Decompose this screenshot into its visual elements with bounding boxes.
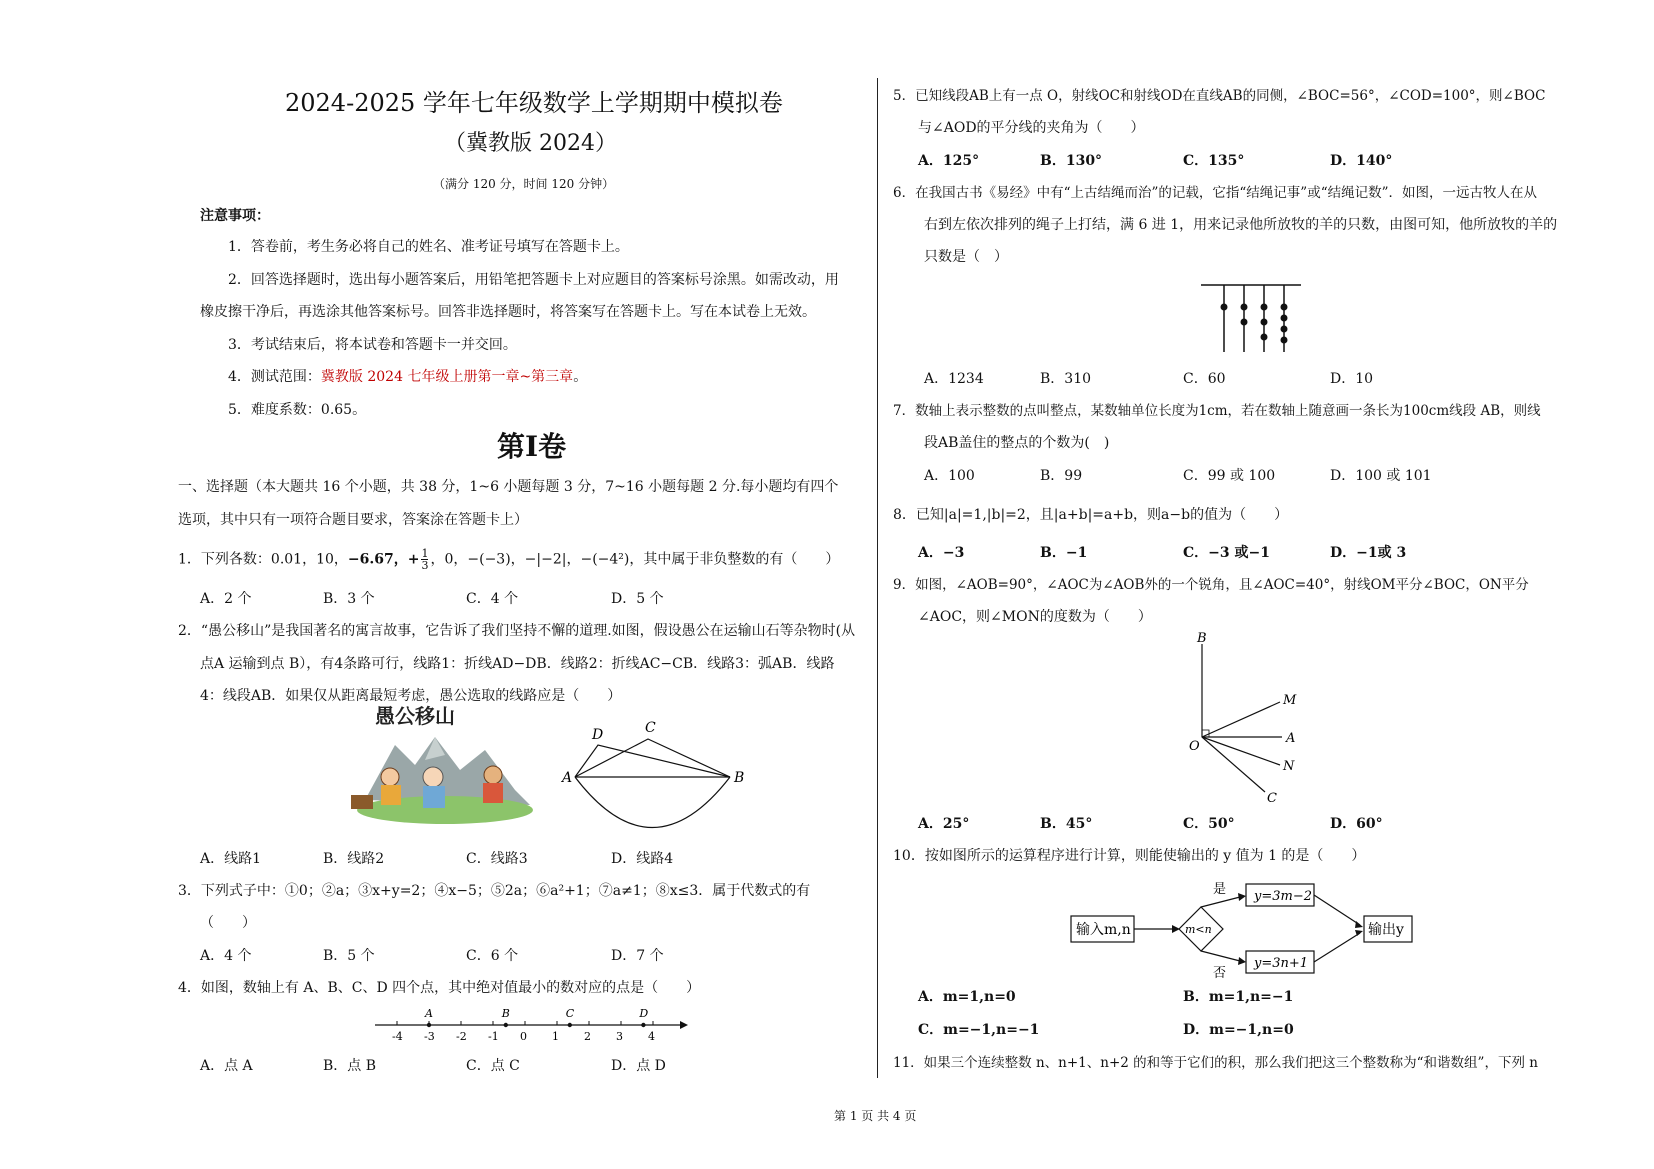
q5-option-b[interactable]: B．130° [1040,153,1103,169]
q4-option-d[interactable]: D．点 D [611,1058,666,1074]
q3-line2: （ ） [200,915,256,931]
q2-option-c[interactable]: C．线路3 [466,851,528,867]
q7-line1: 7．数轴上表示整数的点叫整点，某数轴单位长度为1cm，若在数轴上随意画一条长为100cm线段 AB，则线 [893,403,1541,419]
number-line-point [504,1023,508,1027]
q8-option-a[interactable]: A．−3 [918,545,965,561]
exam-title: 2024-2025 学年七年级数学上学期期中模拟卷 [285,89,783,117]
angle-diagram [1185,632,1315,807]
q3-line1: 3．下列式子中：①0；②a；③x+y=2；④x−5；⑤2a；⑥a²+1；⑦a≠1；⑧x≤3．属于代数式的有 [178,883,811,899]
number-line-tick-label: 4 [648,1030,655,1043]
number-line-tick-label: -2 [456,1030,467,1043]
angle-label-a: A [1286,731,1296,746]
number-line-tick-label: 2 [584,1030,591,1043]
q7-option-d[interactable]: D．100 或 101 [1330,468,1432,484]
yugong-picture [345,715,537,825]
knot [1281,326,1288,333]
q9-option-d[interactable]: D．60° [1330,816,1383,832]
q8-option-c[interactable]: C．−3 或−1 [1183,545,1270,561]
angle-label-c: C [1267,791,1277,806]
number-line [370,1003,690,1045]
basket [351,795,373,809]
q8-line1: 8．已知|a|=1,|b|=2，且|a+b|=a+b，则a−b的值为（ ） [893,507,1289,523]
q7-line2: 段AB盖住的整点的个数为( ) [924,435,1110,451]
number-line-point [568,1023,572,1027]
q1-option-c[interactable]: C．4 个 [466,591,519,607]
q1-fraction [421,548,428,571]
q1-prefix: 1．下列各数：0.01，10， [178,551,348,568]
q10-option-d[interactable]: D．m=−1,n=0 [1183,1022,1294,1038]
knot [1281,315,1288,322]
angle-label-n: N [1283,759,1295,774]
yugong-image-title: 愚公移山 [375,704,455,728]
ray-on [1202,737,1280,765]
q3-option-b[interactable]: B．5 个 [323,948,375,964]
q1-option-d[interactable]: D．5 个 [611,591,664,607]
q11-line1: 11．如果三个连续整数 n、n+1、n+2 的和等于它们的积，那么我们把这三个整数称为“和谐数组”，下列 n [893,1055,1538,1071]
knot [1241,304,1248,311]
q5-option-d[interactable]: D．140° [1330,153,1393,169]
figure-body-2 [423,786,445,808]
knot [1281,304,1288,311]
q10-option-c[interactable]: C．m=−1,n=−1 [918,1022,1040,1038]
q10-option-a[interactable]: A．m=1,n=0 [918,989,1016,1005]
ray-om [1202,702,1280,737]
q7-option-c[interactable]: C．99 或 100 [1183,468,1276,484]
q4-line1: 4．如图，数轴上有 A、B、C、D 四个点，其中绝对值最小的数对应的点是（ ） [178,980,701,996]
q6-option-c[interactable]: C．60 [1183,371,1226,387]
angle-label-b: B [1197,632,1207,646]
q3-option-c[interactable]: C．6 个 [466,948,519,964]
route-label-a: A [562,770,573,786]
volume-heading: 第Ⅰ卷 [497,430,567,463]
q1-stem [178,548,839,571]
q6-line3: 只数是（ ） [924,249,1008,265]
notice-item-4-suffix: 。 [573,369,588,385]
flow-input-label: 输入m,n [1076,922,1131,938]
exam-meta: （满分 120 分，时间 120 分钟） [433,177,615,191]
q5-line2: 与∠AOD的平分线的夹角为（ ） [918,120,1145,136]
notice-heading: 注意事项： [200,208,270,224]
number-line-tick-label: -1 [488,1030,499,1043]
q2-option-a[interactable]: A．线路1 [200,851,262,867]
q4-option-c[interactable]: C．点 C [466,1058,520,1074]
section1-line1: 一、选择题（本大题共 16 个小题，共 38 分，1~6 小题每题 3 分，7~16 小题每题 2 分.每小题均有四个 [178,479,839,495]
q7-option-a[interactable]: A．100 [924,468,975,484]
flow-yes-label: 是 [1213,882,1227,897]
flow-no-formula: y=3n+1 [1254,956,1309,971]
flowchart [1068,873,1428,983]
number-line-point-label: C [565,1007,575,1020]
q8-option-d[interactable]: D．−1或 3 [1330,545,1407,561]
flow-yes-arrowhead [1238,893,1246,901]
notice-item-3: 3．考试结束后，将本试卷和答题卡一并交回。 [228,337,517,353]
q9-option-a[interactable]: A．25° [918,816,970,832]
number-line-tick-label: -3 [424,1030,435,1043]
route-label-d: D [592,727,604,743]
number-line-tick-label: -4 [392,1030,403,1043]
angle-label-m: M [1283,693,1297,708]
notice-item-2b: 橡皮擦干净后，再选涂其他答案标号。回答非选择题时，将答案写在答题卡上。写在本试卷上无效。 [200,304,816,320]
flow-no-label: 否 [1213,966,1227,981]
notice-item-4 [228,368,587,386]
q1-option-b[interactable]: B．3 个 [323,591,375,607]
number-line-arrow [680,1021,688,1029]
knot [1241,319,1248,326]
q2-option-b[interactable]: B．线路2 [323,851,385,867]
route-label-b: B [734,770,745,786]
q6-option-b[interactable]: B．310 [1040,371,1092,387]
flow-yes-line [1201,897,1240,907]
number-line-tick-label: 0 [520,1030,527,1043]
q6-option-d[interactable]: D．10 [1330,371,1374,387]
notice-item-2: 2．回答选择题时，选出每小题答案后，用铅笔把答题卡上对应题目的答案标号涂黑。如需改动，用 [228,272,839,288]
q5-line1: 5．已知线段AB上有一点 O，射线OC和射线OD在直线AB的同侧，∠BOC=56°，∠COD=100°，则∠BOC [893,88,1546,104]
number-line-point-label: D [639,1007,649,1020]
column-divider [877,78,878,1078]
flow-no-out [1314,933,1360,962]
q10-line1: 10．按如图所示的运算程序进行计算，则能使输出的 y 值为 1 的是（ ） [893,848,1366,864]
q5-option-a[interactable]: A．125° [918,153,980,169]
figure-head-3 [484,766,502,784]
q8-option-b[interactable]: B．−1 [1040,545,1088,561]
route-diagram [560,720,750,830]
q9-line2: ∠AOC，则∠MON的度数为（ ） [918,609,1152,625]
figure-body-1 [381,785,401,805]
figure-head-1 [381,768,399,786]
q1-frac-den: 3 [421,559,429,572]
number-line-tick-label: 3 [616,1030,623,1043]
knot [1281,337,1288,344]
section1-line2: 选项，其中只有一项符合题目要求，答案涂在答题卡上） [178,512,528,528]
q9-option-c[interactable]: C．50° [1183,816,1235,832]
route-label-c: C [645,720,656,736]
q4-option-a[interactable]: A．点 A [200,1058,253,1074]
notice-item-1: 1．答卷前，考生务必将自己的姓名、准考证号填写在答题卡上。 [228,239,629,255]
route-polyline-adb [575,745,730,777]
page-footer: 第 1 页 共 4 页 [834,1109,917,1123]
q9-line1: 9．如图，∠AOB=90°，∠AOC为∠AOB外的一个锐角，且∠AOC=40°，射线OM平分∠BOC，ON平分 [893,577,1529,593]
q6-option-a[interactable]: A．1234 [924,371,984,387]
flow-yes-formula: y=3m−2 [1254,889,1312,904]
q6-line2: 右到左依次排列的绳子上打结，满 6 进 1，用来记录他所放牧的羊的只数，由图可知，他所放牧的羊的 [924,217,1558,233]
q2-line3: 4：线段AB．如果仅从距离最短考虑，愚公选取的线路应是（ ） [200,688,622,704]
number-line-point [427,1023,431,1027]
number-line-tick-label: 1 [552,1030,559,1043]
route-arc-ab [575,777,730,828]
flow-yes-out [1314,895,1360,925]
q10-option-b[interactable]: B．m=1,n=−1 [1183,989,1294,1005]
q2-line1: 2．“愚公移山”是我国著名的寓言故事，它告诉了我们坚持不懈的道理.如图，假设愚公在运输山石等杂物时(从 [178,623,856,639]
q1-rest: ，0，−(−3)，−|−2|，−(−4²)，其中属于非负整数的有（ ） [430,551,840,568]
q1-option-a[interactable]: A．2 个 [200,591,252,607]
notice-item-4-prefix: 4．测试范围： [228,369,321,385]
knot [1261,304,1268,311]
q1-frac-num: 1 [421,547,429,560]
notice-item-5: 5．难度系数：0.65。 [228,402,367,418]
yugong-illustration [345,704,537,825]
flow-condition-label: m<n [1185,923,1212,936]
q9-option-b[interactable]: B．45° [1040,816,1093,832]
number-line-point-label: B [501,1007,510,1020]
q1-mid: −6.67，+ [347,551,420,568]
q3-option-a[interactable]: A．4 个 [200,948,252,964]
flow-no-arrowhead [1238,957,1246,965]
exam-subtitle: （冀教版 2024） [444,131,617,156]
angle-label-o: O [1189,739,1200,754]
knot [1221,304,1228,311]
q2-line2: 点A 运输到点 B），有4条路可行，线路1：折线AD−DB．线路2：折线AC−CB．线路3：弧AB．线路 [200,656,835,672]
figure-head-2 [423,767,443,787]
test-range: 冀教版 2024 七年级上册第一章~第三章 [320,369,574,385]
q3-option-d[interactable]: D．7 个 [611,948,664,964]
q6-line1: 6．在我国古书《易经》中有“上古结绳而治”的记载，它指“结绳记事”或“结绳记数”．如图，一远古牧人在从 [893,185,1537,201]
flow-no-line [1201,951,1240,961]
number-line-point-label: A [425,1007,433,1020]
knot [1261,319,1268,326]
q2-option-d[interactable]: D．线路4 [611,851,674,867]
flow-output-label: 输出y [1368,922,1404,938]
q4-option-b[interactable]: B．点 B [323,1058,377,1074]
knot [1261,334,1268,341]
number-line-point [641,1023,645,1027]
figure-body-3 [483,783,503,803]
q7-option-b[interactable]: B．99 [1040,468,1083,484]
ray-oc [1202,737,1265,792]
knot-rope-diagram [1196,280,1306,355]
q5-option-c[interactable]: C．135° [1183,153,1245,169]
flow-out-arrowhead-1 [1355,921,1363,928]
